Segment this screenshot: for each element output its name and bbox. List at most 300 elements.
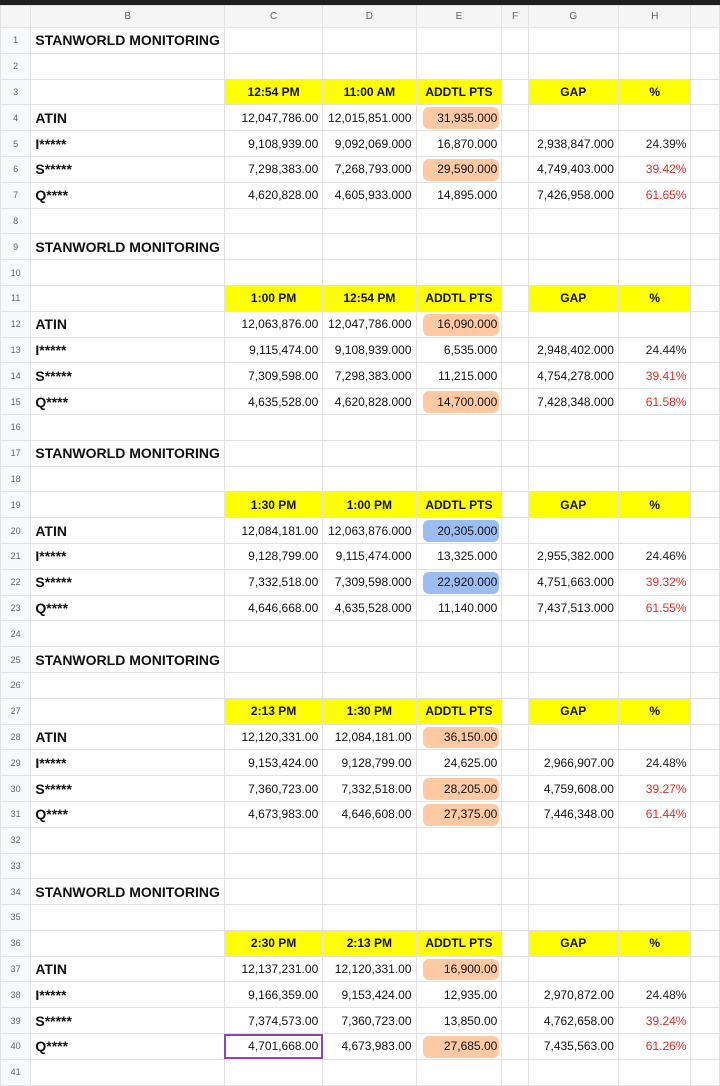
name-cell[interactable]: I***** <box>31 543 225 569</box>
row-header[interactable]: 13 <box>1 337 31 363</box>
selected-cell[interactable]: 4,701,668.00 <box>224 1034 322 1060</box>
current-points-cell[interactable]: 4,620,828.00 <box>224 182 322 208</box>
previous-points-cell[interactable]: 12,015,851.000 <box>323 105 416 131</box>
empty-cell[interactable] <box>528 853 618 879</box>
row-header[interactable]: 20 <box>1 518 31 544</box>
empty-cell[interactable] <box>502 28 528 54</box>
addtl-pts-cell[interactable] <box>416 776 502 802</box>
gap-cell[interactable]: 4,751,663.000 <box>528 569 618 595</box>
addtl-pts-cell[interactable] <box>416 156 502 182</box>
empty-cell[interactable] <box>691 492 720 518</box>
row-header[interactable]: 11 <box>1 285 31 311</box>
empty-cell[interactable] <box>224 853 322 879</box>
percent-cell[interactable]: 39.41% <box>618 363 691 389</box>
section-title-cell[interactable]: STANWORLD MONITORING <box>31 440 225 466</box>
row-header[interactable]: 3 <box>1 79 31 105</box>
percent-cell[interactable]: 61.65% <box>618 182 691 208</box>
empty-cell[interactable] <box>502 956 528 982</box>
row-header[interactable]: 40 <box>1 1034 31 1060</box>
select-all-corner[interactable] <box>1 6 31 28</box>
name-cell[interactable]: ATIN <box>31 724 225 750</box>
empty-cell[interactable] <box>502 1059 528 1085</box>
name-cell[interactable]: Q**** <box>31 182 225 208</box>
empty-cell[interactable] <box>691 518 720 544</box>
empty-cell[interactable] <box>691 363 720 389</box>
row-header[interactable]: 35 <box>1 905 31 931</box>
row-header[interactable]: 2 <box>1 53 31 79</box>
previous-points-cell[interactable]: 9,092,069.000 <box>323 131 416 157</box>
addtl-pts-cell[interactable] <box>416 182 502 208</box>
gap-cell[interactable]: 2,938,847.000 <box>528 131 618 157</box>
current-points-cell[interactable]: 4,646,668.00 <box>224 595 322 621</box>
empty-cell[interactable] <box>502 337 528 363</box>
empty-cell[interactable] <box>691 285 720 311</box>
empty-cell[interactable] <box>31 466 225 492</box>
row-header[interactable]: 38 <box>1 982 31 1008</box>
name-cell[interactable]: S***** <box>31 1008 225 1034</box>
addtl-pts-cell[interactable] <box>416 131 502 157</box>
empty-cell[interactable] <box>528 672 618 698</box>
empty-cell[interactable] <box>31 53 225 79</box>
gap-cell[interactable] <box>528 518 618 544</box>
row-header[interactable]: 25 <box>1 647 31 673</box>
empty-cell[interactable] <box>618 234 691 260</box>
empty-cell[interactable] <box>416 466 502 492</box>
empty-cell[interactable] <box>502 234 528 260</box>
gap-header[interactable]: GAP <box>528 285 618 311</box>
empty-cell[interactable] <box>502 905 528 931</box>
percent-cell[interactable]: 61.55% <box>618 595 691 621</box>
empty-cell[interactable] <box>416 414 502 440</box>
percent-header[interactable]: % <box>618 79 691 105</box>
empty-cell[interactable] <box>416 853 502 879</box>
empty-cell[interactable] <box>691 156 720 182</box>
current-points-cell[interactable]: 9,166,359.00 <box>224 982 322 1008</box>
empty-cell[interactable] <box>618 879 691 905</box>
gap-header[interactable]: GAP <box>528 698 618 724</box>
row-header[interactable]: 28 <box>1 724 31 750</box>
previous-points-cell[interactable]: 7,360,723.00 <box>323 1008 416 1034</box>
empty-cell[interactable] <box>528 414 618 440</box>
previous-points-cell[interactable]: 7,309,598.000 <box>323 569 416 595</box>
empty-cell[interactable] <box>502 1034 528 1060</box>
empty-cell[interactable] <box>618 827 691 853</box>
empty-cell[interactable] <box>502 724 528 750</box>
row-header[interactable]: 37 <box>1 956 31 982</box>
row-header[interactable]: 33 <box>1 853 31 879</box>
name-cell[interactable]: ATIN <box>31 518 225 544</box>
empty-cell[interactable] <box>31 621 225 647</box>
empty-cell[interactable] <box>224 208 322 234</box>
empty-cell[interactable] <box>502 621 528 647</box>
percent-cell[interactable] <box>618 105 691 131</box>
empty-cell[interactable] <box>691 53 720 79</box>
spreadsheet-grid[interactable] <box>0 5 720 1086</box>
row-header[interactable]: 10 <box>1 260 31 286</box>
column-header-g[interactable]: G <box>528 6 618 28</box>
name-cell[interactable]: Q**** <box>31 1034 225 1060</box>
percent-cell[interactable]: 39.42% <box>618 156 691 182</box>
empty-cell[interactable] <box>502 156 528 182</box>
addtl-pts-cell[interactable] <box>416 543 502 569</box>
percent-header[interactable]: % <box>618 285 691 311</box>
empty-cell[interactable] <box>691 827 720 853</box>
gap-cell[interactable] <box>528 311 618 337</box>
empty-cell[interactable] <box>502 982 528 1008</box>
gap-cell[interactable] <box>528 956 618 982</box>
previous-points-cell[interactable]: 9,128,799.00 <box>323 750 416 776</box>
empty-cell[interactable] <box>691 414 720 440</box>
row-header[interactable]: 7 <box>1 182 31 208</box>
empty-cell[interactable] <box>691 208 720 234</box>
addtl-pts-header[interactable]: ADDTL PTS <box>416 930 502 956</box>
current-points-cell[interactable]: 7,298,383.00 <box>224 156 322 182</box>
empty-cell[interactable] <box>31 208 225 234</box>
current-points-cell[interactable]: 12,047,786.00 <box>224 105 322 131</box>
empty-cell[interactable] <box>691 956 720 982</box>
column-header-e[interactable]: E <box>416 6 502 28</box>
name-cell[interactable]: Q**** <box>31 801 225 827</box>
percent-cell[interactable] <box>618 311 691 337</box>
empty-cell[interactable] <box>416 827 502 853</box>
empty-cell[interactable] <box>618 1059 691 1085</box>
section-title-cell[interactable]: STANWORLD MONITORING <box>31 234 225 260</box>
empty-cell[interactable] <box>618 853 691 879</box>
empty-cell[interactable] <box>323 905 416 931</box>
section-title-cell[interactable]: STANWORLD MONITORING <box>31 879 225 905</box>
name-cell[interactable]: I***** <box>31 982 225 1008</box>
previous-points-cell[interactable]: 12,063,876.000 <box>323 518 416 544</box>
empty-cell[interactable] <box>502 260 528 286</box>
empty-cell[interactable] <box>323 647 416 673</box>
time-previous-header[interactable]: 1:30 PM <box>323 698 416 724</box>
gap-cell[interactable]: 2,955,382.000 <box>528 543 618 569</box>
empty-cell[interactable] <box>224 440 322 466</box>
previous-points-cell[interactable]: 4,646,608.00 <box>323 801 416 827</box>
empty-cell[interactable] <box>618 208 691 234</box>
empty-cell[interactable] <box>691 79 720 105</box>
empty-cell[interactable] <box>502 311 528 337</box>
row-header[interactable]: 29 <box>1 750 31 776</box>
addtl-pts-header[interactable]: ADDTL PTS <box>416 492 502 518</box>
empty-cell[interactable] <box>224 647 322 673</box>
empty-cell[interactable] <box>323 414 416 440</box>
empty-cell[interactable] <box>416 208 502 234</box>
name-cell[interactable]: Q**** <box>31 389 225 415</box>
empty-cell[interactable] <box>528 647 618 673</box>
percent-header[interactable]: % <box>618 492 691 518</box>
empty-cell[interactable] <box>502 414 528 440</box>
row-header[interactable]: 39 <box>1 1008 31 1034</box>
row-header[interactable]: 24 <box>1 621 31 647</box>
empty-cell[interactable] <box>502 1008 528 1034</box>
empty-cell[interactable] <box>502 569 528 595</box>
addtl-pts-cell[interactable] <box>416 750 502 776</box>
row-header[interactable]: 15 <box>1 389 31 415</box>
empty-cell[interactable] <box>528 53 618 79</box>
row-header[interactable]: 6 <box>1 156 31 182</box>
empty-cell[interactable] <box>691 234 720 260</box>
empty-cell[interactable] <box>502 518 528 544</box>
previous-points-cell[interactable]: 12,084,181.00 <box>323 724 416 750</box>
gap-cell[interactable]: 4,759,608.00 <box>528 776 618 802</box>
empty-cell[interactable] <box>528 234 618 260</box>
gap-cell[interactable]: 7,435,563.00 <box>528 1034 618 1060</box>
previous-points-cell[interactable]: 7,268,793.000 <box>323 156 416 182</box>
empty-cell[interactable] <box>416 647 502 673</box>
label-header-cell[interactable] <box>31 492 225 518</box>
column-header-b[interactable]: B <box>31 6 225 28</box>
label-header-cell[interactable] <box>31 698 225 724</box>
empty-cell[interactable] <box>416 1059 502 1085</box>
empty-cell[interactable] <box>691 672 720 698</box>
previous-points-cell[interactable]: 9,153,424.00 <box>323 982 416 1008</box>
gap-cell[interactable]: 7,428,348.000 <box>528 389 618 415</box>
empty-cell[interactable] <box>224 672 322 698</box>
row-header[interactable]: 8 <box>1 208 31 234</box>
row-header[interactable]: 18 <box>1 466 31 492</box>
row-header[interactable]: 17 <box>1 440 31 466</box>
previous-points-cell[interactable]: 9,108,939.000 <box>323 337 416 363</box>
addtl-pts-cell[interactable] <box>416 801 502 827</box>
empty-cell[interactable] <box>323 879 416 905</box>
empty-cell[interactable] <box>618 260 691 286</box>
empty-cell[interactable] <box>691 1008 720 1034</box>
empty-cell[interactable] <box>323 28 416 54</box>
section-title-cell[interactable]: STANWORLD MONITORING <box>31 647 225 673</box>
empty-cell[interactable] <box>224 260 322 286</box>
empty-cell[interactable] <box>502 879 528 905</box>
empty-cell[interactable] <box>502 930 528 956</box>
empty-cell[interactable] <box>224 1059 322 1085</box>
empty-cell[interactable] <box>224 827 322 853</box>
percent-cell[interactable] <box>618 956 691 982</box>
column-header-d[interactable]: D <box>323 6 416 28</box>
row-header[interactable]: 4 <box>1 105 31 131</box>
empty-cell[interactable] <box>31 260 225 286</box>
addtl-pts-cell[interactable] <box>416 982 502 1008</box>
previous-points-cell[interactable]: 7,332,518.00 <box>323 776 416 802</box>
empty-cell[interactable] <box>502 750 528 776</box>
name-cell[interactable]: I***** <box>31 131 225 157</box>
empty-cell[interactable] <box>691 440 720 466</box>
label-header-cell[interactable] <box>31 930 225 956</box>
label-header-cell[interactable] <box>31 79 225 105</box>
empty-cell[interactable] <box>502 105 528 131</box>
empty-cell[interactable] <box>618 466 691 492</box>
empty-cell[interactable] <box>323 621 416 647</box>
empty-cell[interactable] <box>502 389 528 415</box>
percent-cell[interactable]: 39.24% <box>618 1008 691 1034</box>
empty-cell[interactable] <box>224 905 322 931</box>
previous-points-cell[interactable]: 12,047,786.000 <box>323 311 416 337</box>
percent-header[interactable]: % <box>618 698 691 724</box>
row-header[interactable]: 9 <box>1 234 31 260</box>
gap-header[interactable]: GAP <box>528 492 618 518</box>
empty-cell[interactable] <box>691 1034 720 1060</box>
empty-cell[interactable] <box>618 672 691 698</box>
addtl-pts-cell[interactable] <box>416 569 502 595</box>
name-cell[interactable]: Q**** <box>31 595 225 621</box>
current-points-cell[interactable]: 9,108,939.00 <box>224 131 322 157</box>
percent-cell[interactable]: 24.44% <box>618 337 691 363</box>
name-cell[interactable]: ATIN <box>31 311 225 337</box>
time-current-header[interactable]: 1:00 PM <box>224 285 322 311</box>
empty-cell[interactable] <box>691 879 720 905</box>
empty-cell[interactable] <box>31 414 225 440</box>
empty-cell[interactable] <box>691 724 720 750</box>
row-header[interactable]: 5 <box>1 131 31 157</box>
empty-cell[interactable] <box>528 28 618 54</box>
percent-cell[interactable]: 24.48% <box>618 750 691 776</box>
empty-cell[interactable] <box>502 53 528 79</box>
empty-cell[interactable] <box>416 53 502 79</box>
empty-cell[interactable] <box>416 234 502 260</box>
empty-cell[interactable] <box>691 1059 720 1085</box>
row-header[interactable]: 21 <box>1 543 31 569</box>
addtl-pts-header[interactable]: ADDTL PTS <box>416 698 502 724</box>
addtl-pts-cell[interactable] <box>416 337 502 363</box>
empty-cell[interactable] <box>31 853 225 879</box>
gap-header[interactable]: GAP <box>528 79 618 105</box>
current-points-cell[interactable]: 12,084,181.00 <box>224 518 322 544</box>
addtl-pts-cell[interactable] <box>416 389 502 415</box>
empty-cell[interactable] <box>502 776 528 802</box>
addtl-pts-cell[interactable] <box>416 724 502 750</box>
empty-cell[interactable] <box>528 879 618 905</box>
percent-cell[interactable]: 61.26% <box>618 1034 691 1060</box>
addtl-pts-cell[interactable] <box>416 956 502 982</box>
empty-cell[interactable] <box>691 982 720 1008</box>
empty-cell[interactable] <box>528 440 618 466</box>
gap-cell[interactable]: 2,966,907.00 <box>528 750 618 776</box>
name-cell[interactable]: S***** <box>31 363 225 389</box>
empty-cell[interactable] <box>502 208 528 234</box>
empty-cell[interactable] <box>691 853 720 879</box>
percent-cell[interactable] <box>618 518 691 544</box>
empty-cell[interactable] <box>502 698 528 724</box>
time-current-header[interactable]: 2:13 PM <box>224 698 322 724</box>
empty-cell[interactable] <box>691 569 720 595</box>
empty-cell[interactable] <box>691 647 720 673</box>
empty-cell[interactable] <box>528 827 618 853</box>
empty-cell[interactable] <box>618 905 691 931</box>
empty-cell[interactable] <box>502 466 528 492</box>
addtl-pts-cell[interactable] <box>416 105 502 131</box>
empty-cell[interactable] <box>528 466 618 492</box>
empty-cell[interactable] <box>528 905 618 931</box>
empty-cell[interactable] <box>323 234 416 260</box>
empty-cell[interactable] <box>31 672 225 698</box>
current-points-cell[interactable]: 12,120,331.00 <box>224 724 322 750</box>
addtl-pts-cell[interactable] <box>416 1034 502 1060</box>
empty-cell[interactable] <box>618 440 691 466</box>
row-header[interactable]: 26 <box>1 672 31 698</box>
empty-cell[interactable] <box>323 827 416 853</box>
current-points-cell[interactable]: 4,673,983.00 <box>224 801 322 827</box>
empty-cell[interactable] <box>323 53 416 79</box>
name-cell[interactable]: S***** <box>31 569 225 595</box>
name-cell[interactable]: ATIN <box>31 105 225 131</box>
empty-cell[interactable] <box>691 389 720 415</box>
empty-cell[interactable] <box>691 595 720 621</box>
empty-cell[interactable] <box>416 28 502 54</box>
previous-points-cell[interactable]: 12,120,331.00 <box>323 956 416 982</box>
empty-cell[interactable] <box>502 853 528 879</box>
percent-cell[interactable]: 39.32% <box>618 569 691 595</box>
current-points-cell[interactable]: 7,374,573.00 <box>224 1008 322 1034</box>
time-previous-header[interactable]: 1:00 PM <box>323 492 416 518</box>
gap-cell[interactable]: 7,426,958.000 <box>528 182 618 208</box>
addtl-pts-cell[interactable] <box>416 1008 502 1034</box>
empty-cell[interactable] <box>502 440 528 466</box>
empty-cell[interactable] <box>691 698 720 724</box>
empty-cell[interactable] <box>416 440 502 466</box>
empty-cell[interactable] <box>691 28 720 54</box>
empty-cell[interactable] <box>502 285 528 311</box>
empty-cell[interactable] <box>31 827 225 853</box>
previous-points-cell[interactable]: 7,298,383.000 <box>323 363 416 389</box>
row-header[interactable]: 19 <box>1 492 31 518</box>
name-cell[interactable]: S***** <box>31 156 225 182</box>
current-points-cell[interactable]: 9,128,799.00 <box>224 543 322 569</box>
empty-cell[interactable] <box>323 260 416 286</box>
gap-header[interactable]: GAP <box>528 930 618 956</box>
empty-cell[interactable] <box>618 647 691 673</box>
empty-cell[interactable] <box>528 621 618 647</box>
empty-cell[interactable] <box>416 905 502 931</box>
empty-cell[interactable] <box>691 466 720 492</box>
column-header-f[interactable]: F <box>502 6 528 28</box>
previous-points-cell[interactable]: 4,605,933.000 <box>323 182 416 208</box>
empty-cell[interactable] <box>224 879 322 905</box>
row-header[interactable]: 1 <box>1 28 31 54</box>
current-points-cell[interactable]: 9,153,424.00 <box>224 750 322 776</box>
row-header[interactable]: 31 <box>1 801 31 827</box>
current-points-cell[interactable]: 7,309,598.00 <box>224 363 322 389</box>
gap-cell[interactable]: 4,762,658.00 <box>528 1008 618 1034</box>
addtl-pts-header[interactable]: ADDTL PTS <box>416 79 502 105</box>
current-points-cell[interactable]: 7,332,518.00 <box>224 569 322 595</box>
previous-points-cell[interactable]: 4,673,983.00 <box>323 1034 416 1060</box>
empty-cell[interactable] <box>224 414 322 440</box>
label-header-cell[interactable] <box>31 285 225 311</box>
empty-cell[interactable] <box>323 208 416 234</box>
empty-cell[interactable] <box>618 28 691 54</box>
empty-cell[interactable] <box>502 131 528 157</box>
current-points-cell[interactable]: 12,063,876.00 <box>224 311 322 337</box>
row-header[interactable]: 36 <box>1 930 31 956</box>
addtl-pts-cell[interactable] <box>416 363 502 389</box>
empty-cell[interactable] <box>502 672 528 698</box>
gap-cell[interactable]: 2,970,872.00 <box>528 982 618 1008</box>
addtl-pts-header[interactable]: ADDTL PTS <box>416 285 502 311</box>
previous-points-cell[interactable]: 4,620,828.000 <box>323 389 416 415</box>
gap-cell[interactable]: 2,948,402.000 <box>528 337 618 363</box>
gap-cell[interactable] <box>528 724 618 750</box>
section-title-cell[interactable]: STANWORLD MONITORING <box>31 28 225 54</box>
empty-cell[interactable] <box>323 466 416 492</box>
empty-cell[interactable] <box>618 53 691 79</box>
empty-cell[interactable] <box>528 208 618 234</box>
time-current-header[interactable]: 12:54 PM <box>224 79 322 105</box>
empty-cell[interactable] <box>416 260 502 286</box>
current-points-cell[interactable]: 7,360,723.00 <box>224 776 322 802</box>
empty-cell[interactable] <box>224 28 322 54</box>
gap-cell[interactable]: 7,437,513.000 <box>528 595 618 621</box>
row-header[interactable]: 16 <box>1 414 31 440</box>
empty-cell[interactable] <box>691 260 720 286</box>
